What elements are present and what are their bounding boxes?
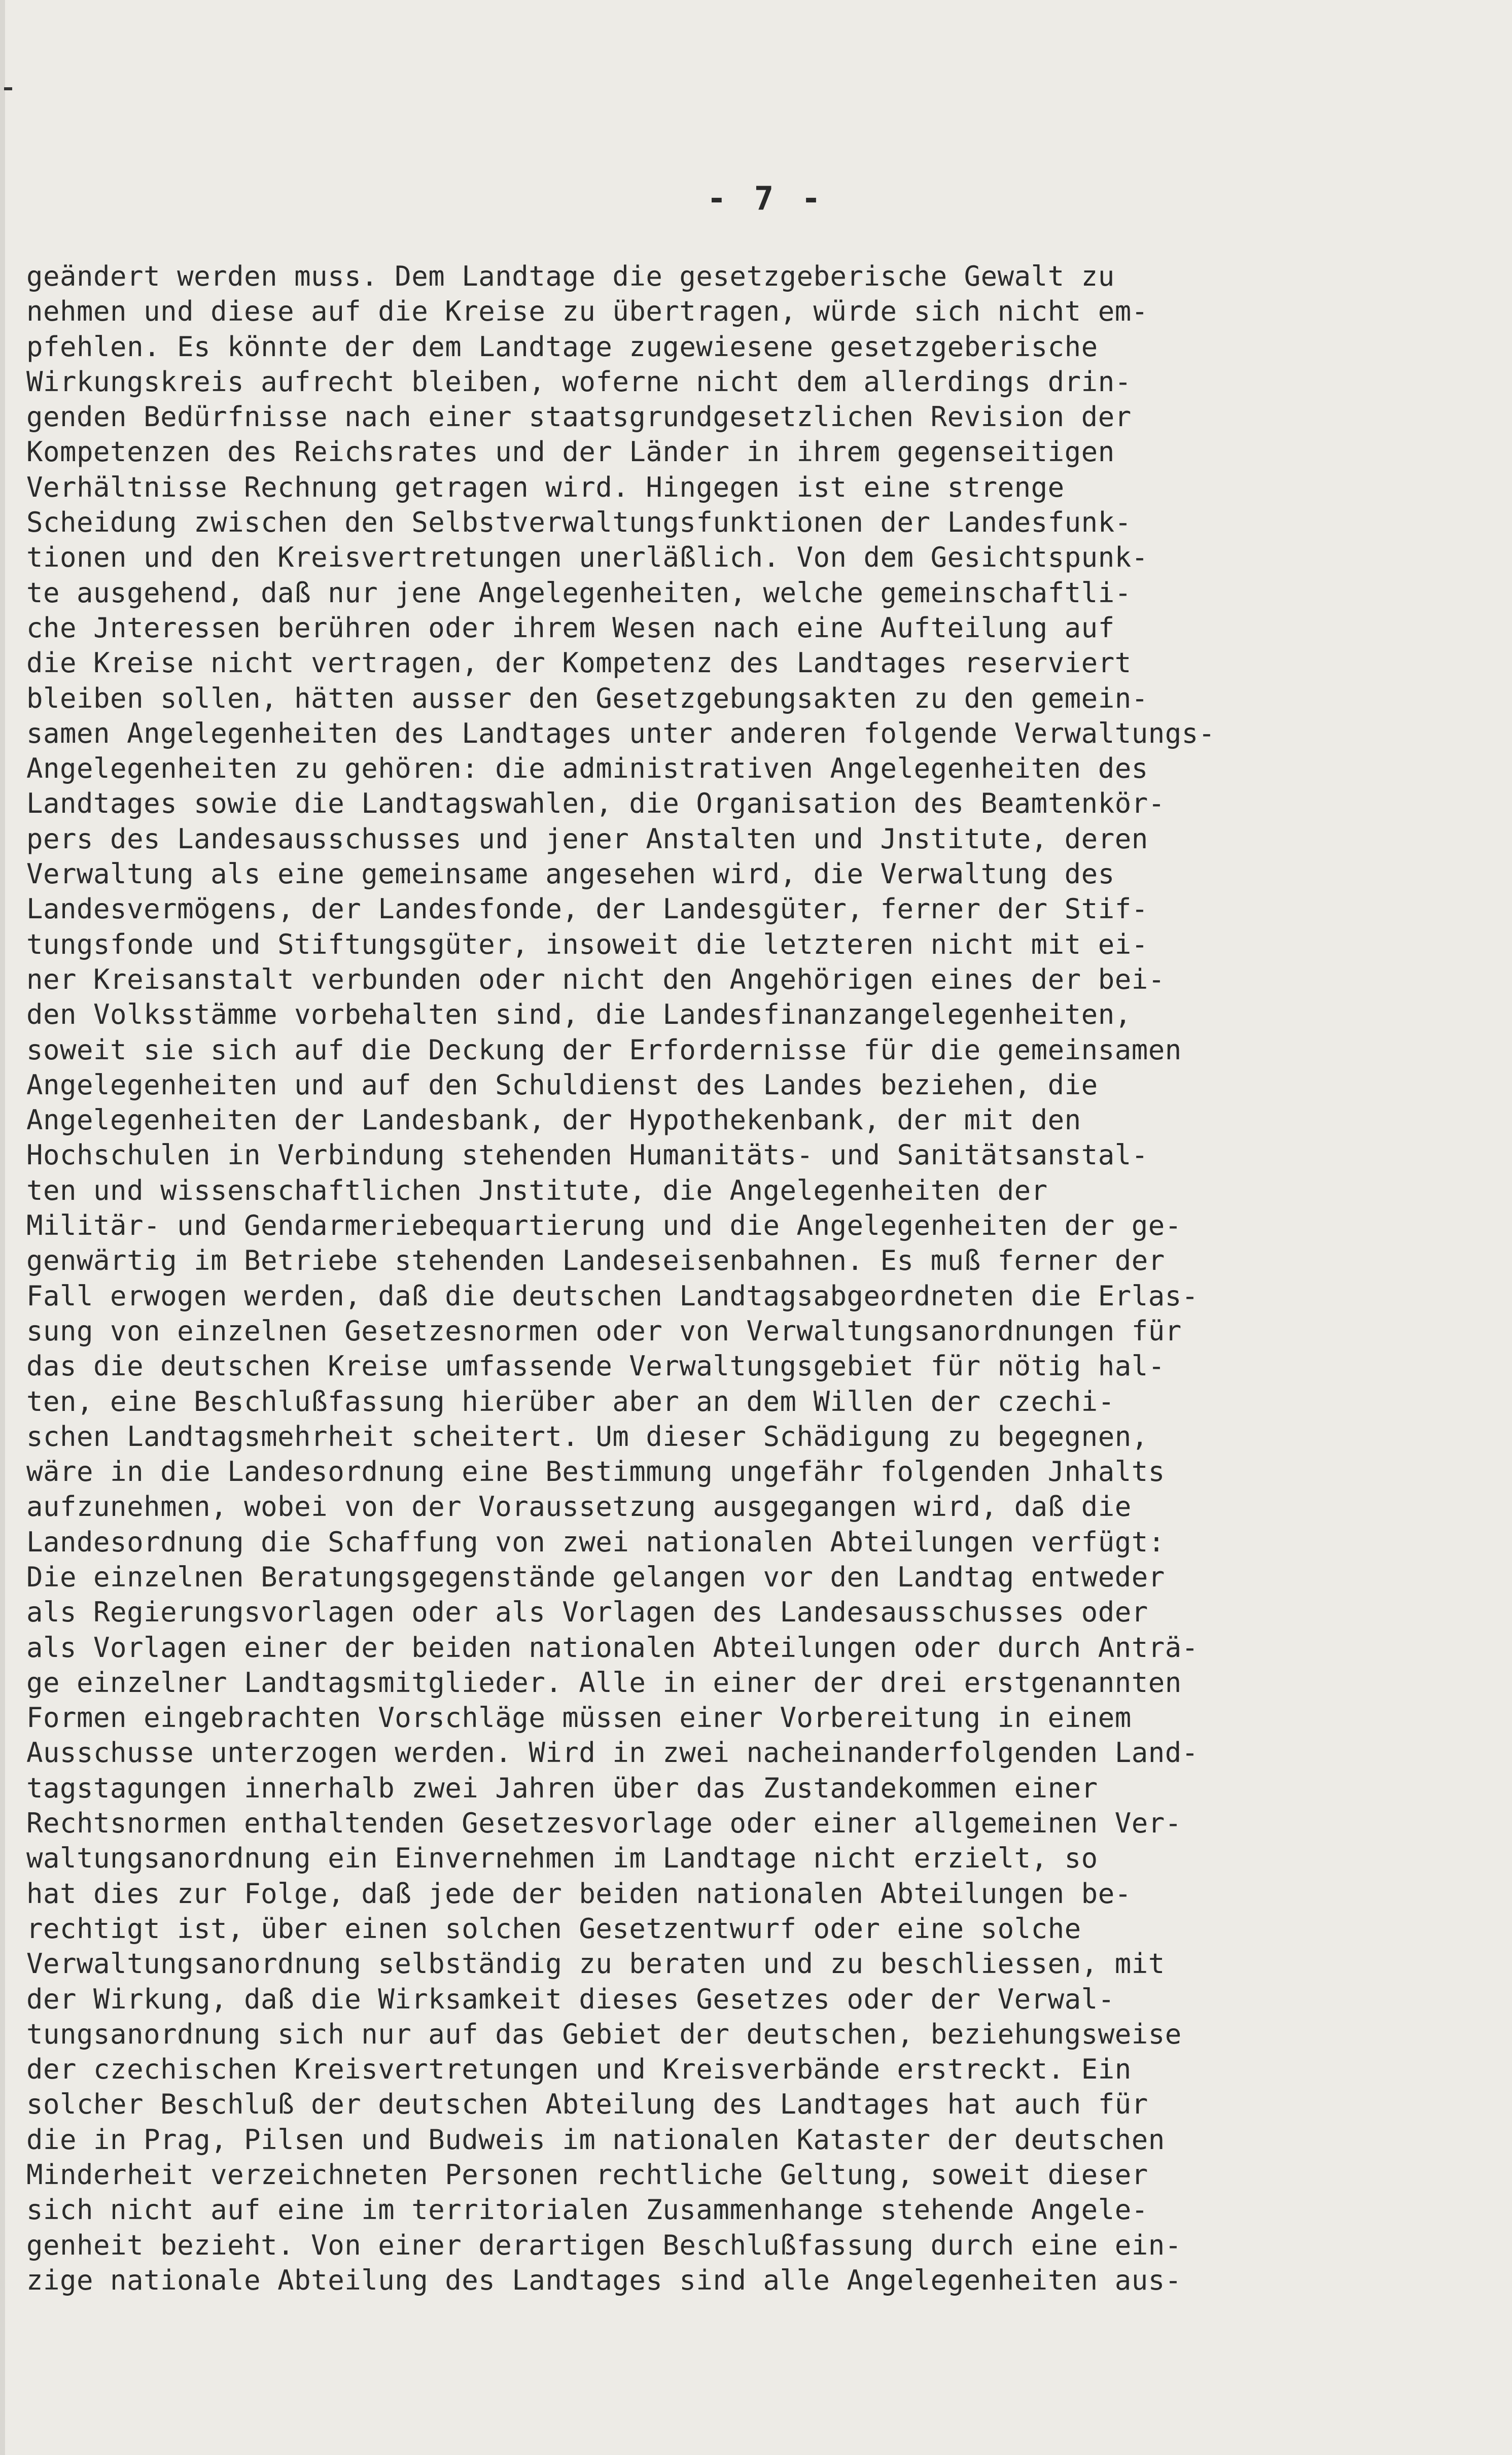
text-line: als Regierungsvorlagen oder als Vorlagen des Landesausschusses oder	[26, 1596, 1148, 1629]
page-left-edge	[0, 0, 5, 2455]
text-line: Angelegenheiten und auf den Schuldienst des Landes beziehen, die	[26, 1068, 1098, 1101]
text-line: samen Angelegenheiten des Landtages unter anderen folgende Verwaltungs-	[26, 717, 1215, 749]
text-line: tionen und den Kreisvertretungen unerläßlich. Von dem Gesichtspunk-	[26, 541, 1148, 574]
text-line: der czechischen Kreisvertretungen und Kreisverbände erstreckt. Ein	[26, 2053, 1132, 2086]
text-line: te ausgehend, daß nur jene Angelegenheiten, welche gemeinschaftli-	[26, 576, 1132, 609]
text-line: Landesordnung die Schaffung von zwei nationalen Abteilungen verfügt:	[26, 1526, 1165, 1558]
text-line: pfehlen. Es könnte der dem Landtage zugewiesene gesetzgeberische	[26, 330, 1098, 363]
text-line: Verhältnisse Rechnung getragen wird. Hingegen ist eine strenge	[26, 471, 1065, 503]
text-line: das die deutschen Kreise umfassende Verwaltungsgebiet für nötig hal-	[26, 1350, 1165, 1382]
text-line: ten, eine Beschlußfassung hierüber aber an dem Willen der czechi-	[26, 1385, 1115, 1417]
text-line: Scheidung zwischen den Selbstverwaltungsfunktionen der Landesfunk-	[26, 506, 1132, 539]
text-line: Wirkungskreis aufrecht bleiben, woferne nicht dem allerdings drin-	[26, 365, 1132, 398]
text-line: rechtigt ist, über einen solchen Gesetzentwurf oder eine solche	[26, 1912, 1081, 1945]
text-line: nehmen und diese auf die Kreise zu übertragen, würde sich nicht em-	[26, 295, 1148, 328]
text-line: den Volksstämme vorbehalten sind, die Landesfinanzangelegenheiten,	[26, 998, 1132, 1031]
text-line: Landesvermögens, der Landesfonde, der Landesgüter, ferner der Stif-	[26, 893, 1148, 925]
text-line: waltungsanordnung ein Einvernehmen im Landtage nicht erzielt, so	[26, 1842, 1098, 1875]
text-line: geändert werden muss. Dem Landtage die gesetzgeberische Gewalt zu	[26, 260, 1115, 292]
text-line: Angelegenheiten zu gehören: die administrativen Angelegenheiten des	[26, 752, 1148, 785]
text-line: genden Bedürfnisse nach einer staatsgrundgesetzlichen Revision der	[26, 401, 1132, 433]
text-line: zige nationale Abteilung des Landtages sind alle Angelegenheiten aus-	[26, 2264, 1182, 2296]
text-line: bleiben sollen, hätten ausser den Gesetzgebungsakten zu den gemein-	[26, 682, 1148, 714]
text-line: Minderheit verzeichneten Personen rechtliche Geltung, soweit dieser	[26, 2159, 1148, 2191]
text-line: aufzunehmen, wobei von der Voraussetzung ausgegangen wird, daß die	[26, 1491, 1132, 1523]
text-line: die Kreise nicht vertragen, der Kompetenz des Landtages reserviert	[26, 647, 1132, 679]
text-line: Kompetenzen des Reichsrates und der Länder in ihrem gegenseitigen	[26, 436, 1115, 468]
text-line: Verwaltung als eine gemeinsame angesehen wird, die Verwaltung des	[26, 858, 1115, 890]
text-line: tagstagungen innerhalb zwei Jahren über das Zustandekommen einer	[26, 1772, 1098, 1804]
text-line: tungsfonde und Stiftungsgüter, insoweit die letzteren nicht mit ei-	[26, 928, 1148, 960]
text-line: ten und wissenschaftlichen Jnstitute, die Angelegenheiten der	[26, 1174, 1048, 1206]
text-line: Fall erwogen werden, daß die deutschen Landtagsabgeordneten die Erlas-	[26, 1280, 1199, 1312]
text-line: Landtages sowie die Landtagswahlen, die Organisation des Beamtenkör-	[26, 787, 1165, 820]
text-line: Rechtsnormen enthaltenden Gesetzesvorlage oder einer allgemeinen Ver-	[26, 1807, 1182, 1840]
text-line: pers des Landesausschusses und jener Anstalten und Jnstitute, deren	[26, 822, 1148, 855]
text-line: Verwaltungsanordnung selbständig zu beraten und zu beschliessen, mit	[26, 1948, 1165, 1980]
text-line: che Jnteressen berühren oder ihrem Wesen nach eine Aufteilung auf	[26, 611, 1115, 644]
text-line: sich nicht auf eine im territorialen Zusammenhange stehende Angele-	[26, 2194, 1148, 2226]
text-line: genheit bezieht. Von einer derartigen Beschlußfassung durch eine ein-	[26, 2229, 1182, 2261]
text-line: Ausschusse unterzogen werden. Wird in zwei nacheinanderfolgenden Land-	[26, 1737, 1199, 1769]
text-line: ge einzelner Landtagsmitglieder. Alle in einer der drei erstgenannten	[26, 1666, 1182, 1699]
text-line: schen Landtagsmehrheit scheitert. Um dieser Schädigung zu begegnen,	[26, 1420, 1148, 1453]
text-line: Hochschulen in Verbindung stehenden Humanitäts- und Sanitätsanstal-	[26, 1139, 1148, 1171]
text-line: Angelegenheiten der Landesbank, der Hypothekenbank, der mit den	[26, 1104, 1081, 1136]
text-line: Militär- und Gendarmeriebequartierung und die Angelegenheiten der ge-	[26, 1209, 1182, 1242]
text-line: hat dies zur Folge, daß jede der beiden nationalen Abteilungen be-	[26, 1877, 1132, 1910]
text-line: ner Kreisanstalt verbunden oder nicht den Angehörigen eines der bei-	[26, 963, 1165, 995]
margin-dash-mark	[4, 87, 12, 90]
text-line: genwärtig im Betriebe stehenden Landeseisenbahnen. Es muß ferner der	[26, 1244, 1165, 1277]
typed-body-text	[26, 259, 1487, 2298]
text-line: sung von einzelnen Gesetzesnormen oder von Verwaltungsanordnungen für	[26, 1315, 1182, 1347]
text-line: Formen eingebrachten Vorschläge müssen einer Vorbereitung in einem	[26, 1702, 1132, 1734]
text-line: solcher Beschluß der deutschen Abteilung des Landtages hat auch für	[26, 2088, 1148, 2121]
page-number: - 7 -	[707, 180, 825, 218]
text-line: soweit sie sich auf die Deckung der Erfordernisse für die gemeinsamen	[26, 1033, 1182, 1066]
text-line: wäre in die Landesordnung eine Bestimmung ungefähr folgenden Jnhalts	[26, 1456, 1165, 1488]
text-line: der Wirkung, daß die Wirksamkeit dieses Gesetzes oder der Verwal-	[26, 1983, 1115, 2015]
text-line: tungsanordnung sich nur auf das Gebiet der deutschen, beziehungsweise	[26, 2018, 1182, 2050]
text-line: die in Prag, Pilsen und Budweis im nationalen Kataster der deutschen	[26, 2123, 1165, 2156]
text-line: als Vorlagen einer der beiden nationalen Abteilungen oder durch Anträ-	[26, 1631, 1199, 1664]
text-line: Die einzelnen Beratungsgegenstände gelangen vor den Landtag entweder	[26, 1561, 1165, 1593]
